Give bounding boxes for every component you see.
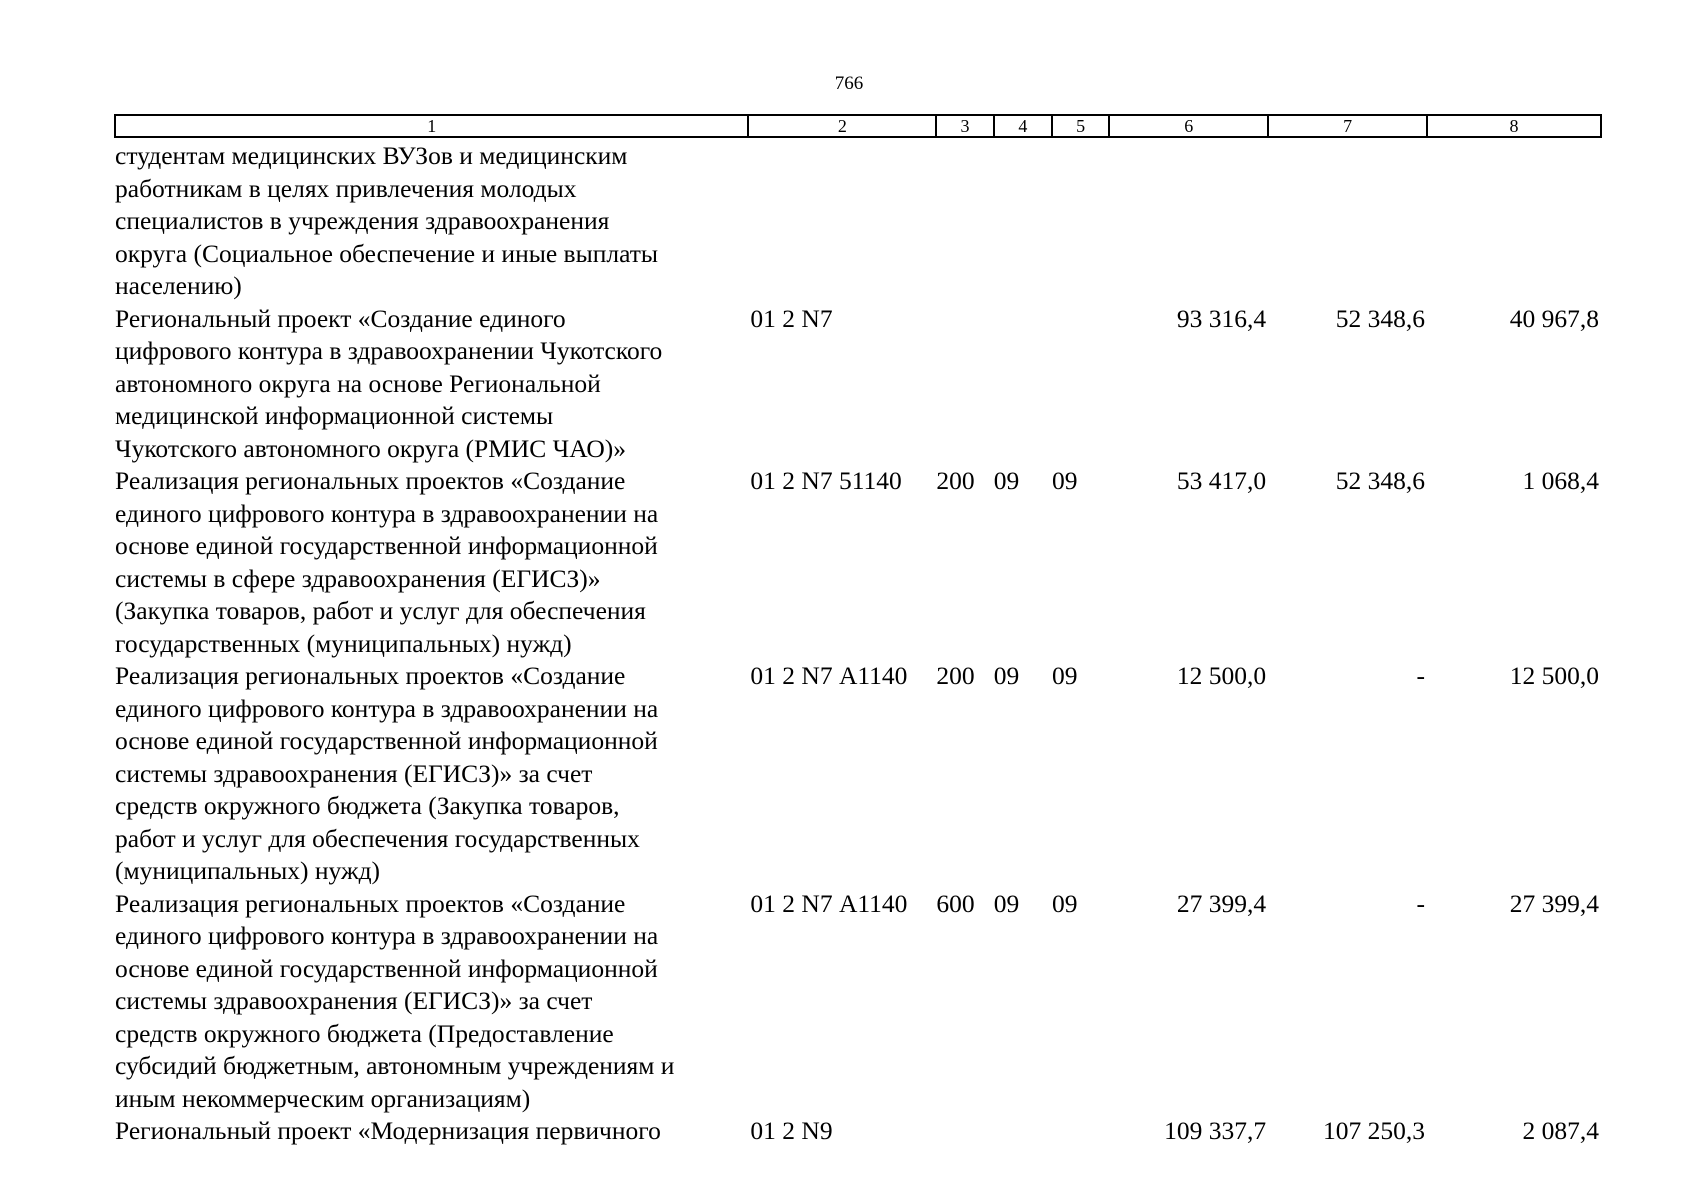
- column-header: 4: [994, 115, 1052, 137]
- row-name-line: округа (Социальное обеспечение и иные выплаты: [115, 238, 659, 268]
- expense-type-cell: [936, 303, 993, 466]
- row-name-line: единого цифрового контура в здравоохранении на: [115, 921, 659, 950]
- target-code-cell: 01 2 N7 51140: [750, 466, 902, 495]
- subsection-cell: 09: [1052, 466, 1078, 495]
- row-name-line: иным некоммерческим организациям): [115, 1083, 531, 1113]
- row-name-line: Региональный проект «Создание единого: [115, 303, 566, 333]
- row-name-line: студентам медицинских ВУЗов и медицинским: [115, 141, 628, 170]
- row-name-line: медицинской информационной системы: [115, 401, 554, 430]
- row-name-cell: [115, 888, 748, 1116]
- row-name-line: работ и услуг для обеспечения государственных: [115, 823, 640, 853]
- row-name-line: средств окружного бюджета (Предоставление: [115, 1018, 614, 1048]
- row-name-cell: [115, 660, 748, 888]
- federal-amount-cell: -: [1416, 888, 1425, 918]
- table-row: [115, 137, 1601, 303]
- federal-amount-cell: [1268, 137, 1427, 303]
- column-header: 1: [115, 115, 748, 137]
- row-name-line: специалистов в учреждения здравоохранения: [115, 206, 610, 235]
- table-row: [115, 465, 1601, 660]
- table-row: [115, 888, 1601, 1116]
- target-code-cell: [748, 137, 936, 303]
- row-name-line: системы здравоохранения (ЕГИСЗ)» за счет: [115, 758, 593, 788]
- expense-type-cell: 200: [936, 466, 975, 495]
- row-name-line: Региональный проект «Модернизация первичного: [115, 1116, 661, 1145]
- column-number-header-row: [115, 115, 1601, 137]
- row-name-line: работникам в целях привлечения молодых: [115, 173, 577, 203]
- total-amount-cell: 53 417,0: [1176, 466, 1267, 495]
- district-amount-cell: 12 500,0: [1509, 661, 1599, 690]
- table-row: [115, 303, 1601, 466]
- table-body: [115, 137, 1601, 1148]
- row-name-line: системы здравоохранения (ЕГИСЗ)» за счет: [115, 986, 593, 1015]
- row-name-line: основе единой государственной информационной: [115, 531, 658, 560]
- subsection-cell: [1052, 303, 1109, 466]
- row-name-line: (муниципальных) нужд): [115, 856, 381, 885]
- total-amount-cell: 109 337,7: [1164, 1116, 1267, 1145]
- expense-type-cell: 600: [936, 888, 975, 918]
- budget-table: [114, 114, 1602, 1148]
- row-name-line: основе единой государственной информационной: [115, 726, 658, 755]
- expense-type-cell: [936, 1115, 993, 1148]
- federal-amount-cell: 107 250,3: [1323, 1116, 1425, 1145]
- expense-type-cell: [936, 137, 993, 303]
- expense-type-cell: 200: [936, 661, 975, 690]
- federal-amount-cell: 52 348,6: [1335, 466, 1425, 495]
- section-cell: [994, 1115, 1052, 1148]
- row-name-line: системы в сфере здравоохранения (ЕГИСЗ)»: [115, 563, 601, 593]
- row-name-line: автономного округа на основе Региональной: [115, 368, 601, 398]
- column-header: 3: [936, 115, 993, 137]
- section-cell: 09: [993, 661, 1020, 690]
- row-name-line: Чукотского автономного округа (РМИС ЧАО)»: [115, 433, 627, 463]
- total-amount-cell: [1109, 137, 1268, 303]
- district-amount-cell: [1427, 137, 1601, 303]
- column-header: 6: [1109, 115, 1268, 137]
- row-name-line: населению): [115, 271, 242, 300]
- subsection-cell: [1052, 137, 1109, 303]
- federal-amount-cell: -: [1416, 661, 1425, 690]
- row-name-cell: [115, 137, 748, 303]
- federal-amount-cell: 52 348,6: [1335, 303, 1425, 333]
- target-code-cell: 01 2 N9: [750, 1116, 833, 1145]
- row-name-line: средств окружного бюджета (Закупка товаров,: [115, 791, 620, 820]
- row-name-line: Реализация региональных проектов «Создание: [115, 466, 626, 495]
- row-name-line: единого цифрового контура в здравоохранении на: [115, 498, 659, 528]
- section-cell: 09: [993, 888, 1020, 918]
- section-cell: [994, 137, 1052, 303]
- table-row: [115, 1115, 1601, 1148]
- target-code-cell: 01 2 N7 А1140: [750, 661, 908, 690]
- row-name-line: Реализация региональных проектов «Создание: [115, 661, 626, 690]
- column-header: 7: [1268, 115, 1427, 137]
- table-row: [115, 660, 1601, 888]
- row-name-cell: [115, 1115, 748, 1148]
- row-name-line: (Закупка товаров, работ и услуг для обеспечения: [115, 596, 646, 625]
- district-amount-cell: 27 399,4: [1509, 888, 1599, 918]
- total-amount-cell: 93 316,4: [1176, 303, 1267, 333]
- section-cell: 09: [993, 466, 1020, 495]
- row-name-line: основе единой государственной информационной: [115, 953, 658, 983]
- row-name-cell: [115, 465, 748, 660]
- district-amount-cell: 2 087,4: [1522, 1116, 1599, 1145]
- page-number: 766: [834, 73, 864, 94]
- column-header: 8: [1427, 115, 1601, 137]
- target-code-cell: 01 2 N7: [750, 303, 833, 333]
- row-name-line: единого цифрового контура в здравоохранении на: [115, 693, 659, 723]
- column-header: 5: [1052, 115, 1109, 137]
- district-amount-cell: 1 068,4: [1522, 466, 1599, 495]
- section-cell: [994, 303, 1052, 466]
- subsection-cell: 09: [1052, 888, 1078, 918]
- row-name-line: Реализация региональных проектов «Создание: [115, 888, 626, 918]
- column-header: 2: [748, 115, 936, 137]
- row-name-cell: [115, 303, 748, 466]
- total-amount-cell: 12 500,0: [1176, 661, 1267, 690]
- subsection-cell: [1052, 1115, 1109, 1148]
- row-name-line: цифрового контура в здравоохранении Чукотского: [115, 336, 663, 365]
- row-name-line: государственных (муниципальных) нужд): [115, 628, 572, 658]
- target-code-cell: 01 2 N7 А1140: [750, 888, 908, 918]
- subsection-cell: 09: [1052, 661, 1078, 690]
- district-amount-cell: 40 967,8: [1509, 303, 1599, 333]
- row-name-line: субсидий бюджетным, автономным учреждениям и: [115, 1051, 675, 1080]
- total-amount-cell: 27 399,4: [1176, 888, 1267, 918]
